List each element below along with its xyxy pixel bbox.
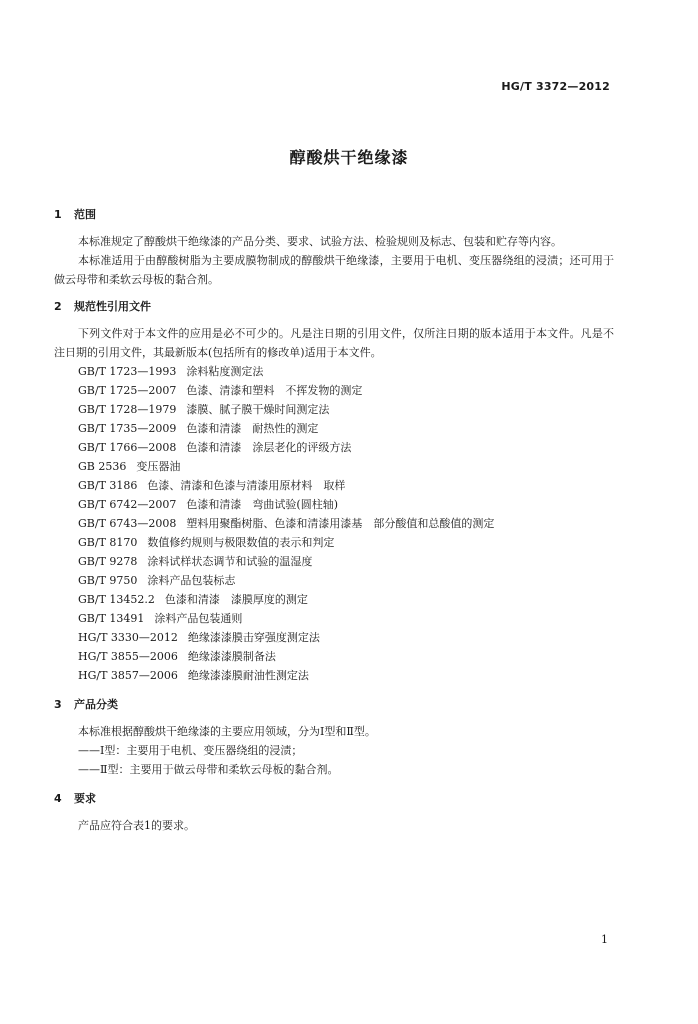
- reference-code: GB/T 1728—1979: [78, 403, 177, 416]
- reference-code: GB/T 1766—2008: [78, 441, 177, 454]
- reference-title: 色漆、清漆和塑料 不挥发物的测定: [186, 384, 363, 397]
- reference-item: [54, 590, 614, 609]
- section-title: 产品分类: [74, 698, 118, 711]
- section-heading: [54, 695, 614, 714]
- reference-item: [54, 381, 614, 400]
- reference-item: [54, 362, 614, 381]
- section-number: 3: [54, 698, 62, 711]
- reference-code: GB/T 1735—2009: [78, 422, 177, 435]
- section-number: 4: [54, 792, 62, 805]
- reference-item: [54, 419, 614, 438]
- reference-item: [54, 552, 614, 571]
- reference-code: GB/T 8170: [78, 536, 138, 549]
- reference-item: [54, 666, 614, 685]
- reference-list: [54, 362, 614, 685]
- list-item: ——Ⅰ型：主要用于电机、变压器绕组的浸渍；: [78, 744, 303, 757]
- reference-title: 色漆和清漆 涂层老化的评级方法: [186, 441, 352, 454]
- reference-code: GB/T 6743—2008: [78, 517, 177, 530]
- reference-title: 涂料粘度测定法: [186, 365, 264, 378]
- reference-code: GB/T 13491: [78, 612, 145, 625]
- document-title: 醇酸烘干绝缘漆: [289, 148, 409, 167]
- section-title: 范围: [74, 208, 96, 221]
- reference-code: GB 2536: [78, 460, 127, 473]
- section-number: 2: [54, 300, 62, 313]
- reference-title: 绝缘漆漆膜击穿强度测定法: [187, 631, 320, 644]
- reference-code: GB/T 1723—1993: [78, 365, 177, 378]
- reference-title: 漆膜、腻子膜干燥时间测定法: [186, 403, 330, 416]
- reference-title: 色漆和清漆 耐热性的测定: [186, 422, 319, 435]
- reference-code: GB/T 9750: [78, 574, 138, 587]
- reference-code: HG/T 3857—2006: [78, 669, 178, 682]
- reference-title: 绝缘漆漆膜耐油性测定法: [187, 669, 309, 682]
- reference-code: HG/T 3330—2012: [78, 631, 178, 644]
- section-heading: [54, 789, 614, 808]
- reference-code: GB/T 9278: [78, 555, 138, 568]
- list-item: ——Ⅱ型：主要用于做云母带和柔软云母板的黏合剂。: [78, 763, 339, 776]
- paragraph: 本标准适用于由醇酸树脂为主要成膜物制成的醇酸烘干绝缘漆，主要用于电机、变压器绕组的浸渍；还可用于做云母带和柔软云母板的黏合剂。: [54, 254, 614, 286]
- paragraph: 产品应符合表1的要求。: [78, 819, 195, 832]
- section-requirements: [54, 789, 614, 835]
- reference-code: GB/T 1725—2007: [78, 384, 177, 397]
- section-title: 规范性引用文件: [74, 300, 151, 313]
- reference-item: [54, 438, 614, 457]
- reference-item: [54, 571, 614, 590]
- reference-code: GB/T 6742—2007: [78, 498, 177, 511]
- reference-code: GB/T 13452.2: [78, 593, 155, 606]
- reference-item: [54, 609, 614, 628]
- reference-title: 绝缘漆漆膜制备法: [187, 650, 276, 663]
- paragraph: 本标准根据醇酸烘干绝缘漆的主要应用领域，分为Ⅰ型和Ⅱ型。: [78, 725, 376, 738]
- reference-title: 变压器油: [136, 460, 181, 473]
- reference-item: [54, 628, 614, 647]
- section-normative-references: [54, 297, 614, 685]
- section-scope: [54, 205, 614, 289]
- type-list: [54, 741, 614, 779]
- section-heading: [54, 205, 614, 224]
- document-code: HG/T 3372—2012: [501, 80, 610, 93]
- section-title: 要求: [74, 792, 96, 805]
- reference-code: GB/T 3186: [78, 479, 138, 492]
- reference-item: [54, 495, 614, 514]
- reference-item: [54, 533, 614, 552]
- reference-title: 涂料试样状态调节和试验的温湿度: [147, 555, 313, 568]
- reference-title: 涂料产品包装通则: [154, 612, 243, 625]
- section-number: 1: [54, 208, 62, 221]
- section-heading: [54, 297, 614, 316]
- reference-title: 塑料用聚酯树脂、色漆和清漆用漆基 部分酸值和总酸值的测定: [186, 517, 495, 530]
- reference-item: [54, 457, 614, 476]
- document-body: [54, 205, 614, 845]
- reference-item: [54, 647, 614, 666]
- paragraph: 本标准规定了醇酸烘干绝缘漆的产品分类、要求、试验方法、检验规则及标志、包装和贮存等内容。: [78, 235, 562, 248]
- reference-item: [54, 476, 614, 495]
- paragraph: 下列文件对于本文件的应用是必不可少的。凡是注日期的引用文件，仅所注日期的版本适用于本文件。凡是不注日期的引用文件，其最新版本(包括所有的修改单)适用于本文件。: [54, 327, 614, 359]
- reference-title: 涂料产品包装标志: [147, 574, 236, 587]
- reference-title: 色漆、清漆和色漆与清漆用原材料 取样: [147, 479, 346, 492]
- reference-code: HG/T 3855—2006: [78, 650, 178, 663]
- page-number: 1: [601, 933, 608, 946]
- reference-item: [54, 514, 614, 533]
- reference-title: 色漆和清漆 弯曲试验(圆柱轴): [186, 498, 338, 511]
- section-classification: [54, 695, 614, 779]
- reference-title: 数值修约规则与极限数值的表示和判定: [147, 536, 335, 549]
- reference-title: 色漆和清漆 漆膜厚度的测定: [164, 593, 308, 606]
- reference-item: [54, 400, 614, 419]
